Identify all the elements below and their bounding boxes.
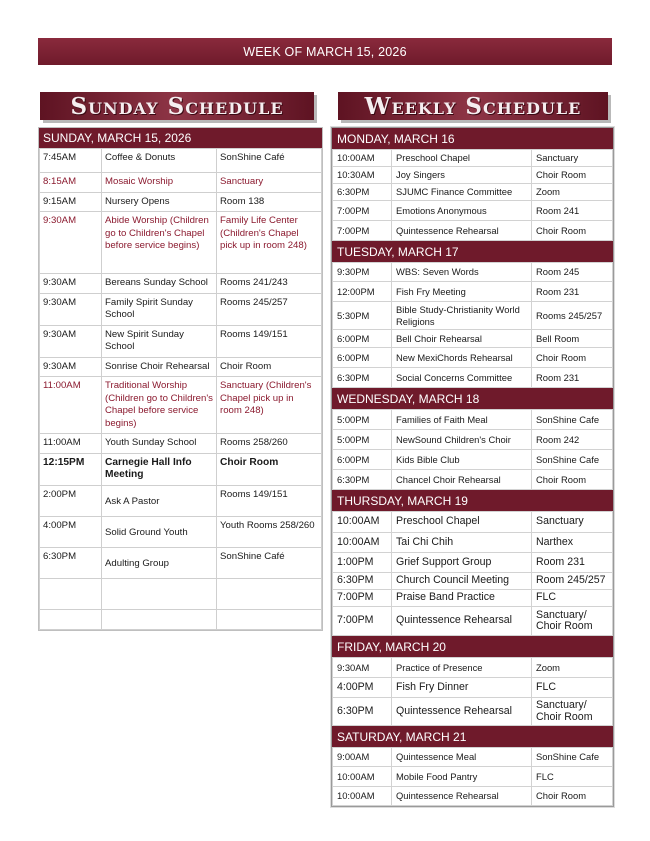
event-location: Zoom [532,658,613,678]
event-name: Bell Choir Rehearsal [392,330,532,348]
event-name: Quintessence Rehearsal [392,221,532,241]
event-location: Choir Room [532,787,613,806]
weekday-label: THURSDAY, MARCH 19 [337,493,468,508]
event-name [102,578,217,609]
event-time: 9:30AM [40,212,102,274]
event-name: Church Council Meeting [392,573,532,590]
event-time: 4:00PM [40,516,102,547]
weekday-events [332,511,613,636]
event-location: Rooms 245/257 [532,302,613,330]
event-name: Carnegie Hall Info Meeting [102,453,217,485]
weekly-schedule-table [331,127,614,807]
event-location: Rooms 149/151 [217,485,322,516]
event-name: New MexiChords Rehearsal [392,348,532,368]
sunday-event-row [40,377,322,434]
weekday-header [332,241,613,262]
event-name: Preschool Chapel [392,150,532,167]
sunday-event-row [40,357,322,377]
weekly-event-row [333,698,613,726]
event-name: Joy Singers [392,167,532,184]
event-time: 10:00AM [333,512,392,533]
event-name: Quintessence Meal [392,748,532,767]
event-time: 10:00AM [333,787,392,806]
event-time: 10:00AM [333,533,392,553]
event-name: NewSound Children's Choir [392,430,532,450]
event-name: Abide Worship (Children go to Children's Chapel before service begins) [102,212,217,274]
event-name: Sonrise Choir Rehearsal [102,357,217,377]
event-time: 8:15AM [40,173,102,193]
weekly-schedule-heading: Weekly Schedule [364,92,582,120]
event-location: Room 245/257 [532,573,613,590]
weekly-event-row [333,678,613,698]
weekly-event-row [333,302,613,330]
sunday-event-row [40,149,322,173]
event-time [40,609,102,629]
weekly-event-row [333,748,613,767]
event-location: SonShine Cafe [532,410,613,430]
event-time: 9:30AM [40,274,102,294]
weekday-label: TUESDAY, MARCH 17 [337,244,459,259]
event-time: 9:30PM [333,263,392,282]
event-name: Solid Ground Youth [102,516,217,547]
weekday-label: WEDNESDAY, MARCH 18 [337,391,480,406]
event-time: 7:00PM [333,201,392,221]
event-location: Room 245 [532,263,613,282]
event-location: Rooms 258/260 [217,434,322,454]
event-location: Room 231 [532,553,613,573]
sunday-event-row [40,192,322,212]
sunday-event-row [40,453,322,485]
weekly-event-row [333,201,613,221]
event-time: 7:00PM [333,590,392,607]
sunday-schedule-table [38,127,323,631]
event-time: 6:30PM [333,184,392,201]
weekly-event-row [333,767,613,787]
sunday-event-row [40,609,322,629]
event-location: Youth Rooms 258/260 [217,516,322,547]
event-location: Sanctuary (Children's Chapel pick up in room 248) [217,377,322,434]
sunday-event-row [40,173,322,193]
event-name: Traditional Worship (Children go to Children's Chapel before service begins) [102,377,217,434]
event-time: 5:00PM [333,410,392,430]
event-name: Quintessence Rehearsal [392,698,532,726]
event-location: Room 241 [532,201,613,221]
event-time: 4:00PM [333,678,392,698]
weekday-header [332,490,613,511]
weekly-event-row [333,368,613,388]
weekly-event-row [333,533,613,553]
event-location: Room 242 [532,430,613,450]
event-name: Adulting Group [102,547,217,578]
event-name: Mosaic Worship [102,173,217,193]
sunday-day-label: SUNDAY, MARCH 15, 2026 [43,131,192,145]
sunday-event-row [40,274,322,294]
event-location: FLC [532,678,613,698]
weekly-event-row [333,553,613,573]
event-location: Room 138 [217,192,322,212]
event-time: 9:30AM [333,658,392,678]
sunday-events [39,148,322,630]
event-name: Chancel Choir Rehearsal [392,470,532,490]
event-time: 6:30PM [333,698,392,726]
event-location: Choir Room [532,221,613,241]
weekly-event-row [333,573,613,590]
weekday-events [332,409,613,490]
sunday-event-row [40,547,322,578]
week-title: WEEK OF MARCH 15, 2026 [243,44,407,59]
event-location: Rooms 245/257 [217,293,322,325]
weekly-event-row [333,450,613,470]
event-location: Choir Room [532,167,613,184]
weekly-event-row [333,512,613,533]
weekday-header [332,726,613,747]
weekly-event-row [333,282,613,302]
event-location: Sanctuary/ Choir Room [532,607,613,636]
event-time: 6:00PM [333,330,392,348]
event-name: WBS: Seven Words [392,263,532,282]
event-location: Sanctuary [217,173,322,193]
weekly-event-row [333,470,613,490]
weekday-events [332,747,613,806]
weekly-event-row [333,430,613,450]
event-time: 6:30PM [333,368,392,388]
event-time: 7:00PM [333,607,392,636]
event-name: Bible Study-Christianity World Religions [392,302,532,330]
event-name: Ask A Pastor [102,485,217,516]
event-location: Choir Room [217,357,322,377]
event-name: Fish Fry Dinner [392,678,532,698]
event-name: Tai Chi Chih [392,533,532,553]
event-location [217,578,322,609]
sunday-event-row [40,434,322,454]
event-location: Room 231 [532,368,613,388]
event-time: 1:00PM [333,553,392,573]
event-time: 6:30PM [333,470,392,490]
weekday-events [332,149,613,241]
event-time: 6:00PM [333,450,392,470]
event-time: 10:00AM [333,150,392,167]
event-location: Rooms 149/151 [217,325,322,357]
event-name: Quintessence Rehearsal [392,787,532,806]
event-location: Family Life Center (Children's Chapel pick up in room 248) [217,212,322,274]
weekday-events [332,657,613,726]
event-name: Nursery Opens [102,192,217,212]
weekly-event-row [333,184,613,201]
weekly-event-row [333,410,613,430]
event-time: 7:45AM [40,149,102,173]
event-name: Family Spirit Sunday School [102,293,217,325]
weekly-event-row [333,330,613,348]
event-name: Grief Support Group [392,553,532,573]
event-time: 11:00AM [40,434,102,454]
weekly-event-row [333,263,613,282]
weekday-header [332,128,613,149]
event-name: SJUMC Finance Committee [392,184,532,201]
event-location: Zoom [532,184,613,201]
event-name: Emotions Anonymous [392,201,532,221]
event-name: Mobile Food Pantry [392,767,532,787]
event-time: 12:15PM [40,453,102,485]
sunday-event-row [40,212,322,274]
event-time: 9:30AM [40,293,102,325]
event-location: SonShine Café [217,149,322,173]
event-name: Coffee & Donuts [102,149,217,173]
event-location: FLC [532,590,613,607]
weekday-header [332,388,613,409]
weekday-header [332,636,613,657]
event-location: Narthex [532,533,613,553]
event-time: 9:15AM [40,192,102,212]
event-location: Sanctuary [532,512,613,533]
event-time: 2:00PM [40,485,102,516]
sunday-schedule-heading: Sunday Schedule [70,92,284,120]
sunday-event-row [40,516,322,547]
event-name: Practice of Presence [392,658,532,678]
event-location: SonShine Cafe [532,748,613,767]
weekly-event-row [333,221,613,241]
sunday-event-row [40,578,322,609]
weekly-schedule-banner [338,92,608,120]
weekly-event-row [333,658,613,678]
event-time: 5:30PM [333,302,392,330]
event-name: Youth Sunday School [102,434,217,454]
event-time: 9:00AM [333,748,392,767]
event-time: 9:30AM [40,357,102,377]
event-location: FLC [532,767,613,787]
weekly-event-row [333,348,613,368]
event-time: 7:00PM [333,221,392,241]
event-time: 5:00PM [333,430,392,450]
weekday-label: SATURDAY, MARCH 21 [337,729,467,744]
sunday-event-row [40,325,322,357]
weekly-event-row [333,590,613,607]
event-time: 6:00PM [333,348,392,368]
sunday-event-row [40,485,322,516]
event-location: Bell Room [532,330,613,348]
weekly-event-row [333,607,613,636]
event-name: Fish Fry Meeting [392,282,532,302]
event-location: Choir Room [532,470,613,490]
event-time: 6:30PM [333,573,392,590]
weekly-event-row [333,150,613,167]
event-name: Kids Bible Club [392,450,532,470]
weekly-event-row [333,787,613,806]
event-location [217,609,322,629]
event-name: Praise Band Practice [392,590,532,607]
event-name: Preschool Chapel [392,512,532,533]
event-name: New Spirit Sunday School [102,325,217,357]
event-location: SonShine Cafe [532,450,613,470]
event-time: 9:30AM [40,325,102,357]
event-location: Choir Room [532,348,613,368]
weekday-label: MONDAY, MARCH 16 [337,131,455,146]
weekday-label: FRIDAY, MARCH 20 [337,639,446,654]
sunday-day-header [39,128,322,148]
sunday-schedule-banner [40,92,314,120]
event-time: 10:30AM [333,167,392,184]
event-name: Bereans Sunday School [102,274,217,294]
week-title-bar [38,38,612,65]
event-location: SonShine Café [217,547,322,578]
weekly-event-row [333,167,613,184]
event-location: Room 231 [532,282,613,302]
event-location: Sanctuary [532,150,613,167]
event-time: 12:00PM [333,282,392,302]
event-name [102,609,217,629]
event-name: Families of Faith Meal [392,410,532,430]
weekday-events [332,262,613,388]
event-time [40,578,102,609]
event-location: Choir Room [217,453,322,485]
event-time: 6:30PM [40,547,102,578]
event-name: Social Concerns Committee [392,368,532,388]
event-name: Quintessence Rehearsal [392,607,532,636]
event-time: 10:00AM [333,767,392,787]
event-location: Sanctuary/ Choir Room [532,698,613,726]
event-time: 11:00AM [40,377,102,434]
sunday-event-row [40,293,322,325]
event-location: Rooms 241/243 [217,274,322,294]
